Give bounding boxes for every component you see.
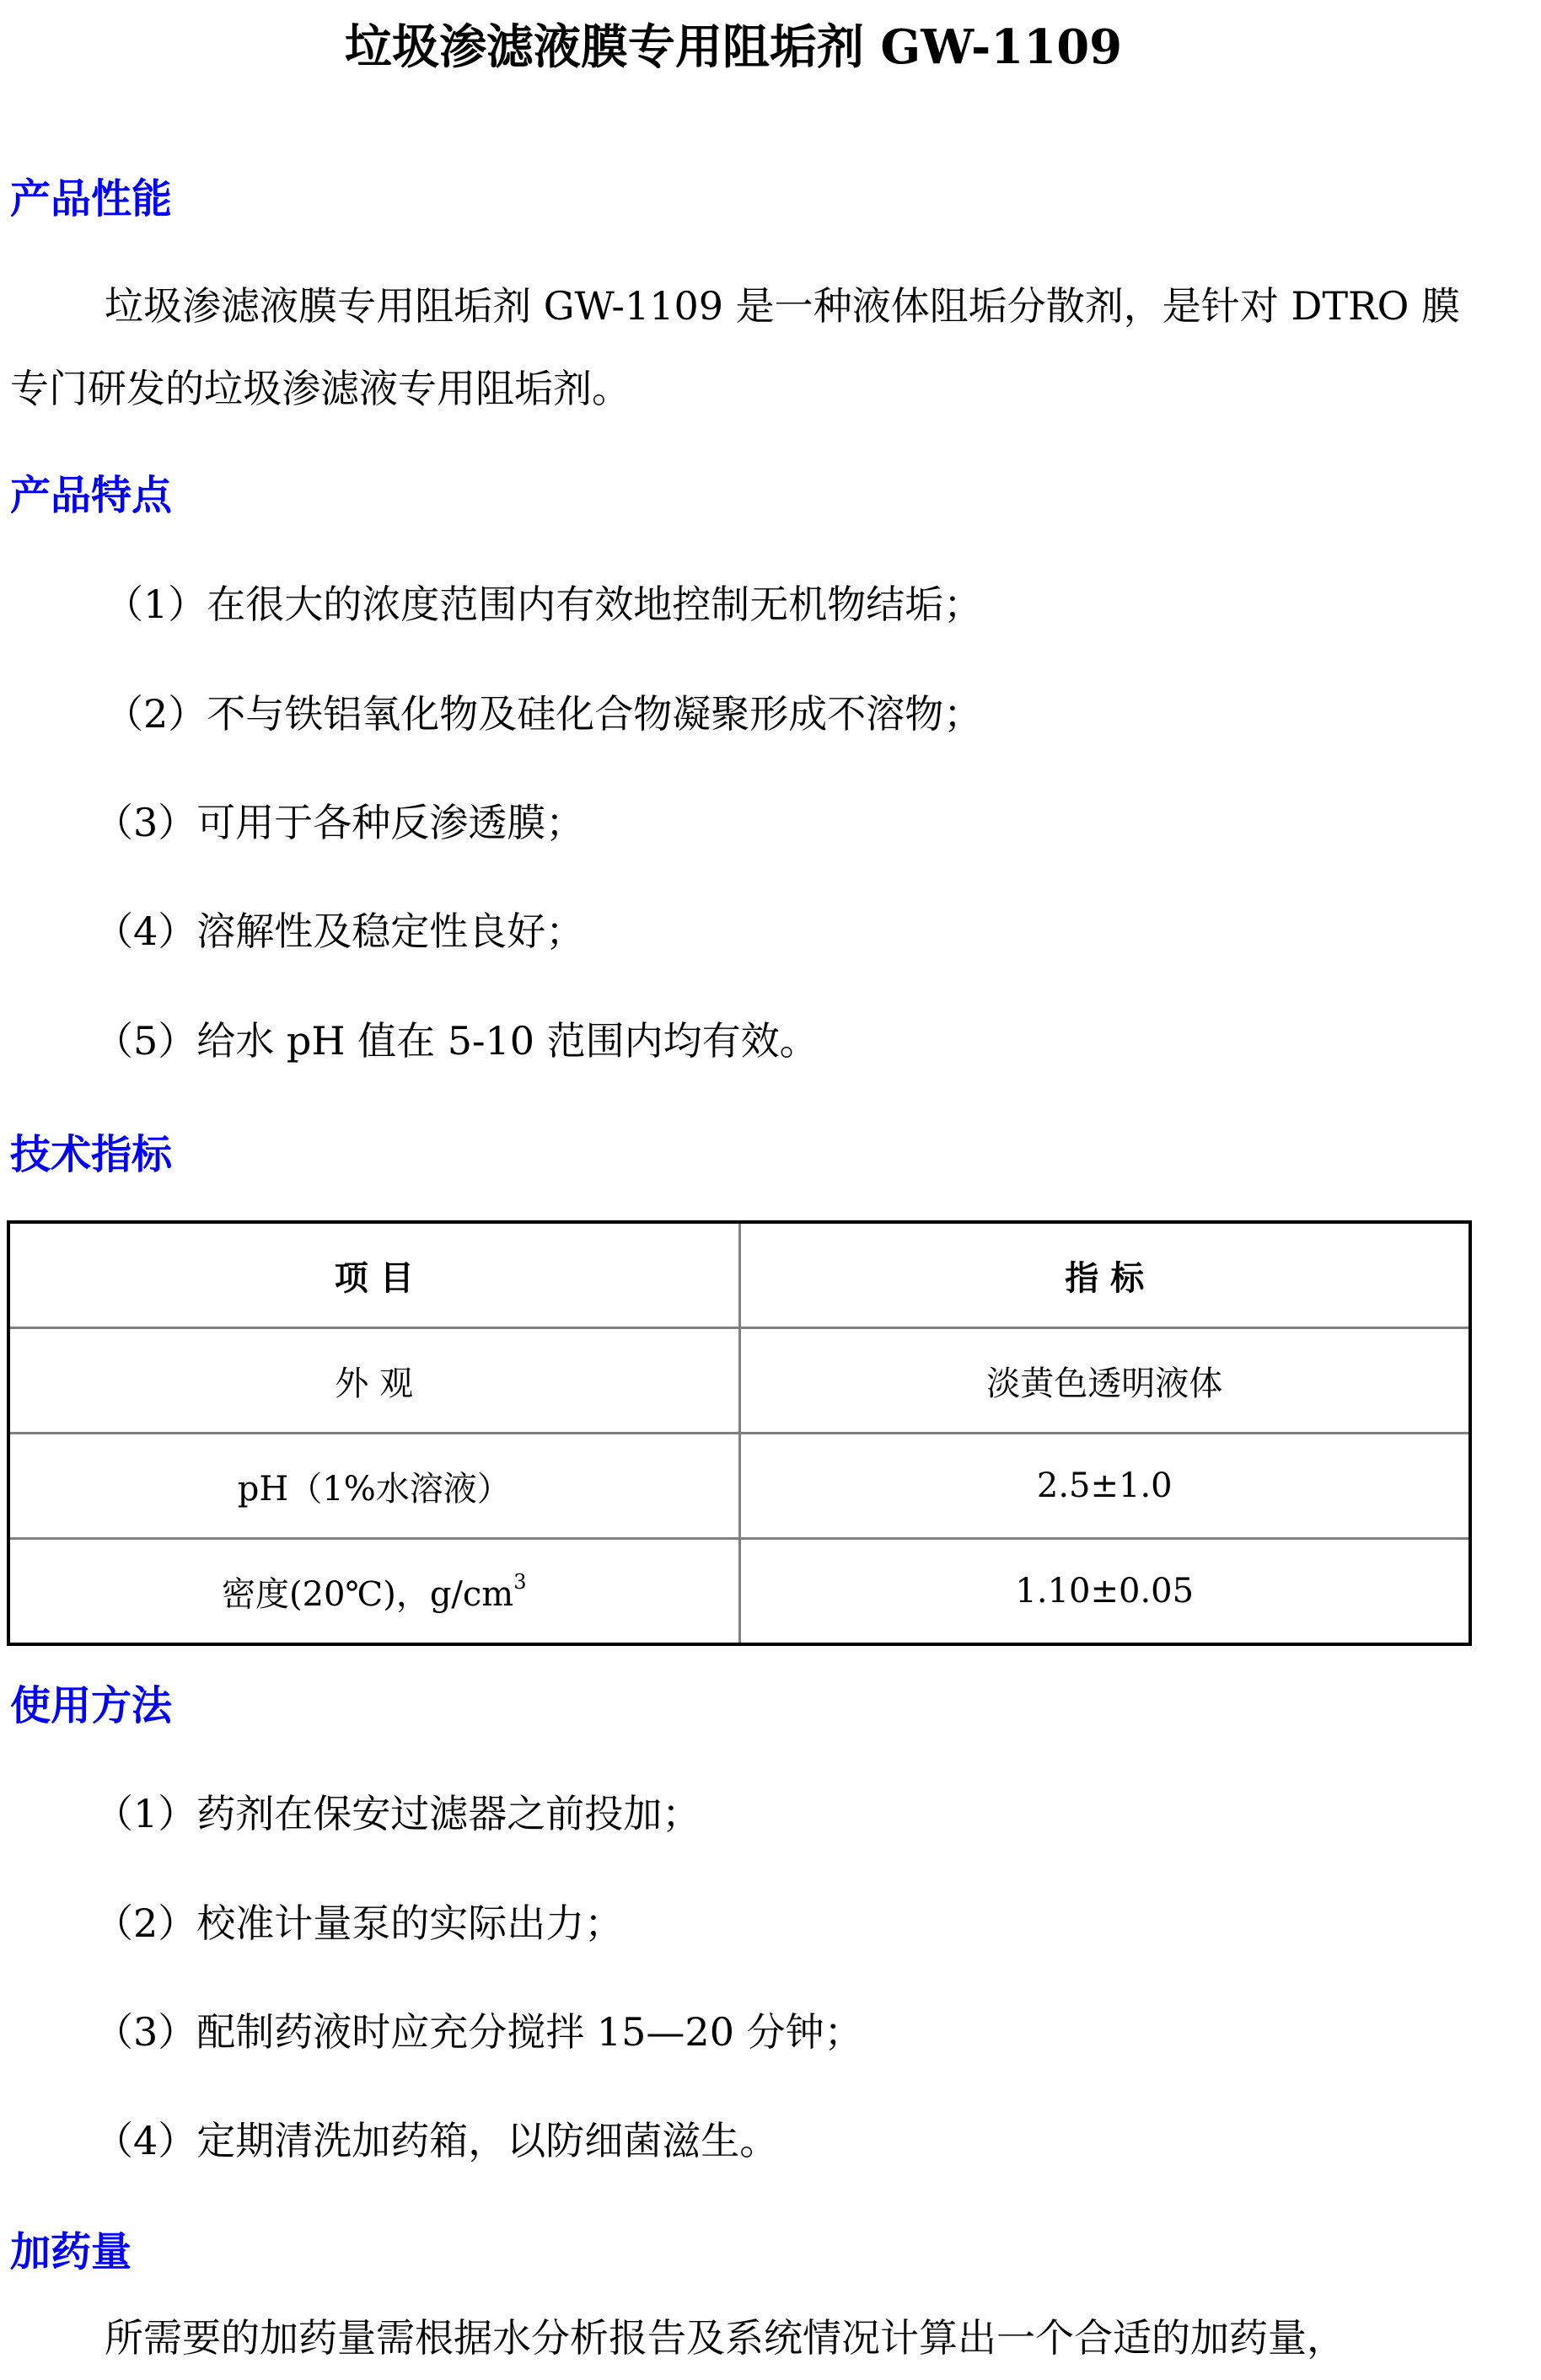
table-header-row: [8, 1222, 1470, 1328]
usage-item-1: （1）药剂在保安过滤器之前投加；: [94, 1791, 701, 1836]
feature-item-4: （4）溶解性及稳定性良好；: [94, 909, 585, 954]
usage-item-2: （2）校准计量泵的实际出力；: [94, 1900, 624, 1946]
feature-item-5: （5）给水 pH 值在 5-10 范围内均有效。: [94, 1018, 819, 1064]
table-cell-density-label: [8, 1539, 739, 1645]
section-heading-usage: 使用方法: [10, 1682, 173, 1729]
feature-item-3: （3）可用于各种反渗透膜；: [94, 800, 585, 845]
usage-item-3: （3）配制药液时应充分搅拌 15—20 分钟；: [94, 2009, 863, 2055]
document-title: 垃圾渗滤液膜专用阻垢剂 GW-1109: [344, 19, 1123, 75]
section-heading-features: 产品特点: [10, 472, 173, 519]
table-row: [8, 1539, 1470, 1645]
section-heading-specs: 技术指标: [10, 1131, 173, 1178]
section-heading-performance: 产品性能: [10, 175, 173, 222]
feature-item-1: （1）在很大的浓度范围内有效地控制无机物结垢；: [105, 582, 983, 627]
table-row: [8, 1328, 1470, 1434]
table-cell-appearance-label: 外 观: [8, 1328, 739, 1434]
table-cell-ph-value: 2.5±1.0: [739, 1434, 1470, 1539]
table-header-index: 指 标: [739, 1222, 1470, 1328]
table-cell-density-value: 1.10±0.05: [739, 1539, 1470, 1645]
table-row: [8, 1434, 1470, 1539]
table-header-item: 项 目: [8, 1222, 739, 1328]
dosage-paragraph: 所需要的加药量需根据水分析报告及系统情况计算出一个合适的加药量，: [105, 2315, 1345, 2361]
spec-table: [7, 1220, 1472, 1646]
usage-item-4: （4）定期清洗加药箱，以防细菌滋生。: [94, 2118, 779, 2163]
performance-paragraph: 垃圾渗滤液膜专用阻垢剂 GW-1109 是一种液体阻垢分散剂，是针对 DTRO 膜专门研发的垃圾渗滤液专用阻垢剂。: [10, 283, 1460, 411]
section-heading-dosage: 加药量: [10, 2228, 132, 2275]
density-superscript: 3: [513, 1569, 527, 1594]
density-label-text: 密度(20℃)，g/cm: [221, 1574, 514, 1614]
feature-item-2: （2）不与铁铝氧化物及硅化合物凝聚形成不溶物；: [105, 691, 983, 737]
table-cell-ph-label: pH（1%水溶液）: [8, 1434, 739, 1539]
table-cell-appearance-value: 淡黄色透明液体: [739, 1328, 1470, 1434]
